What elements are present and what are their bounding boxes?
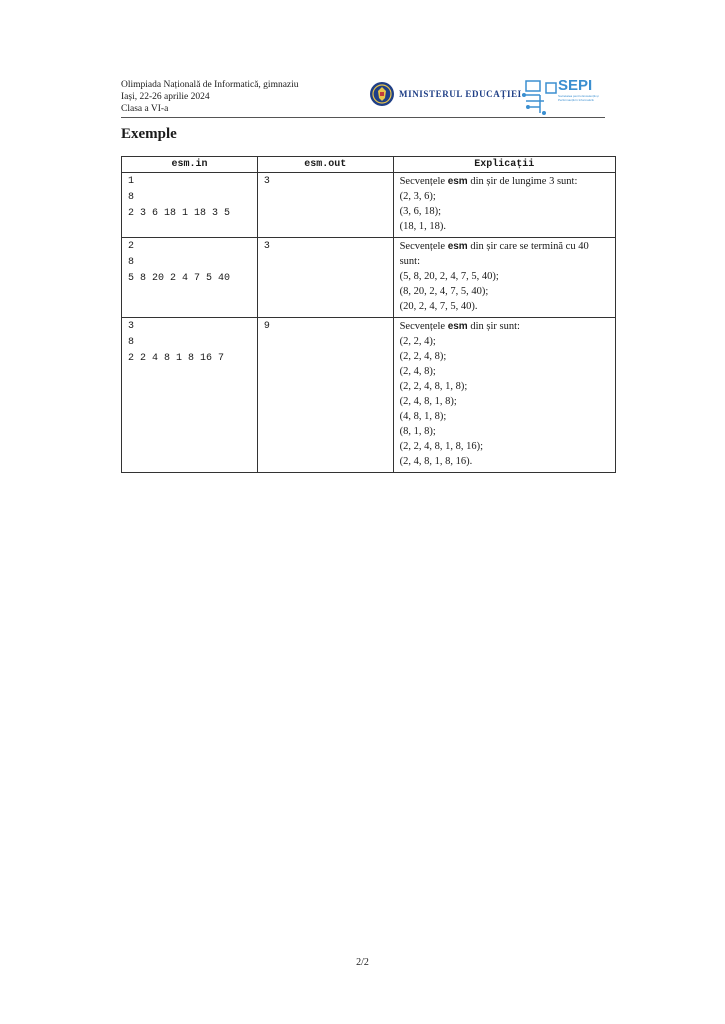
sequence-item: (4, 8, 1, 8); — [399, 411, 447, 422]
output-cell: 3 — [257, 238, 393, 318]
sequence-item: (3, 6, 18); — [399, 206, 441, 217]
explanation-post: din șir sunt: — [467, 321, 520, 332]
header-explanation: Explicații — [393, 157, 615, 173]
sequence-item: (2, 2, 4, 8, 1, 8); — [399, 381, 468, 392]
sepi-logo — [520, 79, 604, 115]
olympiad-grade: Clasa a VI-a — [121, 104, 169, 114]
examples-table — [121, 156, 616, 473]
sepi-label: SEPI — [558, 77, 593, 94]
ministry-label: MINISTERUL EDUCAȚIEI — [399, 89, 522, 99]
input-cell: 1 8 2 3 6 18 1 18 3 5 — [122, 173, 258, 238]
explanation-pre: Secvențele — [399, 176, 448, 187]
output-cell: 9 — [257, 318, 393, 473]
sequence-item: (2, 4, 8); — [399, 366, 436, 377]
sequence-item: (2, 4, 8, 1, 8); — [399, 396, 457, 407]
sequence-item: (2, 2, 4, 8, 1, 8, 16); — [399, 441, 483, 452]
explanation-cell — [393, 173, 615, 238]
explanation-keyword: esm — [447, 176, 468, 187]
ministry-logo — [369, 81, 522, 107]
table-row — [122, 173, 616, 238]
explanation-keyword: esm — [447, 241, 468, 252]
explanation-post: din șir de lungime 3 sunt: — [467, 176, 578, 187]
page-number: 2/2 — [356, 957, 369, 968]
explanation-intro — [400, 239, 610, 269]
olympiad-location-date: Iași, 22-26 aprilie 2024 — [121, 92, 210, 102]
olympiad-info — [121, 79, 299, 115]
sequence-item: (8, 1, 8); — [399, 426, 436, 437]
sequence-item: (2, 3, 6); — [399, 191, 436, 202]
sequence-item: (5, 8, 20, 2, 4, 7, 5, 40); — [399, 271, 499, 282]
sequence-item: (2, 4, 8, 1, 8, 16). — [399, 456, 473, 467]
table-row — [122, 318, 616, 473]
sequence-item: (20, 2, 4, 7, 5, 40). — [399, 301, 478, 312]
explanation-intro — [400, 319, 610, 334]
output-cell: 3 — [257, 173, 393, 238]
olympiad-title: Olimpiada Națională de Informatică, gimnaziu — [121, 80, 299, 90]
header-divider — [121, 117, 605, 118]
explanation-intro — [400, 174, 610, 189]
sequence-item: (8, 20, 2, 4, 7, 5, 40); — [399, 286, 489, 297]
header-output-file: esm.out — [257, 157, 393, 173]
explanation-cell — [393, 238, 615, 318]
table-row — [122, 238, 616, 318]
input-cell: 3 8 2 2 4 8 1 8 16 7 — [122, 318, 258, 473]
sequence-item: (18, 1, 18). — [399, 221, 446, 232]
header-input-file: esm.in — [122, 157, 258, 173]
explanation-keyword: esm — [447, 321, 468, 332]
sequence-item: (2, 2, 4); — [399, 336, 436, 347]
table-header-row — [122, 157, 616, 173]
ministry-crest-icon — [369, 81, 395, 107]
page-header — [121, 79, 604, 117]
sepi-circuit-icon — [520, 79, 560, 115]
explanation-pre: Secvențele — [399, 321, 448, 332]
sequence-item: (2, 2, 4, 8); — [399, 351, 447, 362]
explanation-cell — [393, 318, 615, 473]
input-cell: 2 8 5 8 20 2 4 7 5 40 — [122, 238, 258, 318]
explanation-pre: Secvențele — [399, 241, 448, 252]
explanation-post: din șir care se termină cu 40 sunt: — [399, 241, 589, 267]
section-title: Exemple — [121, 126, 177, 142]
sepi-subtitle: Societatea pentru Excelență și Performanță în Informatică — [558, 94, 599, 102]
